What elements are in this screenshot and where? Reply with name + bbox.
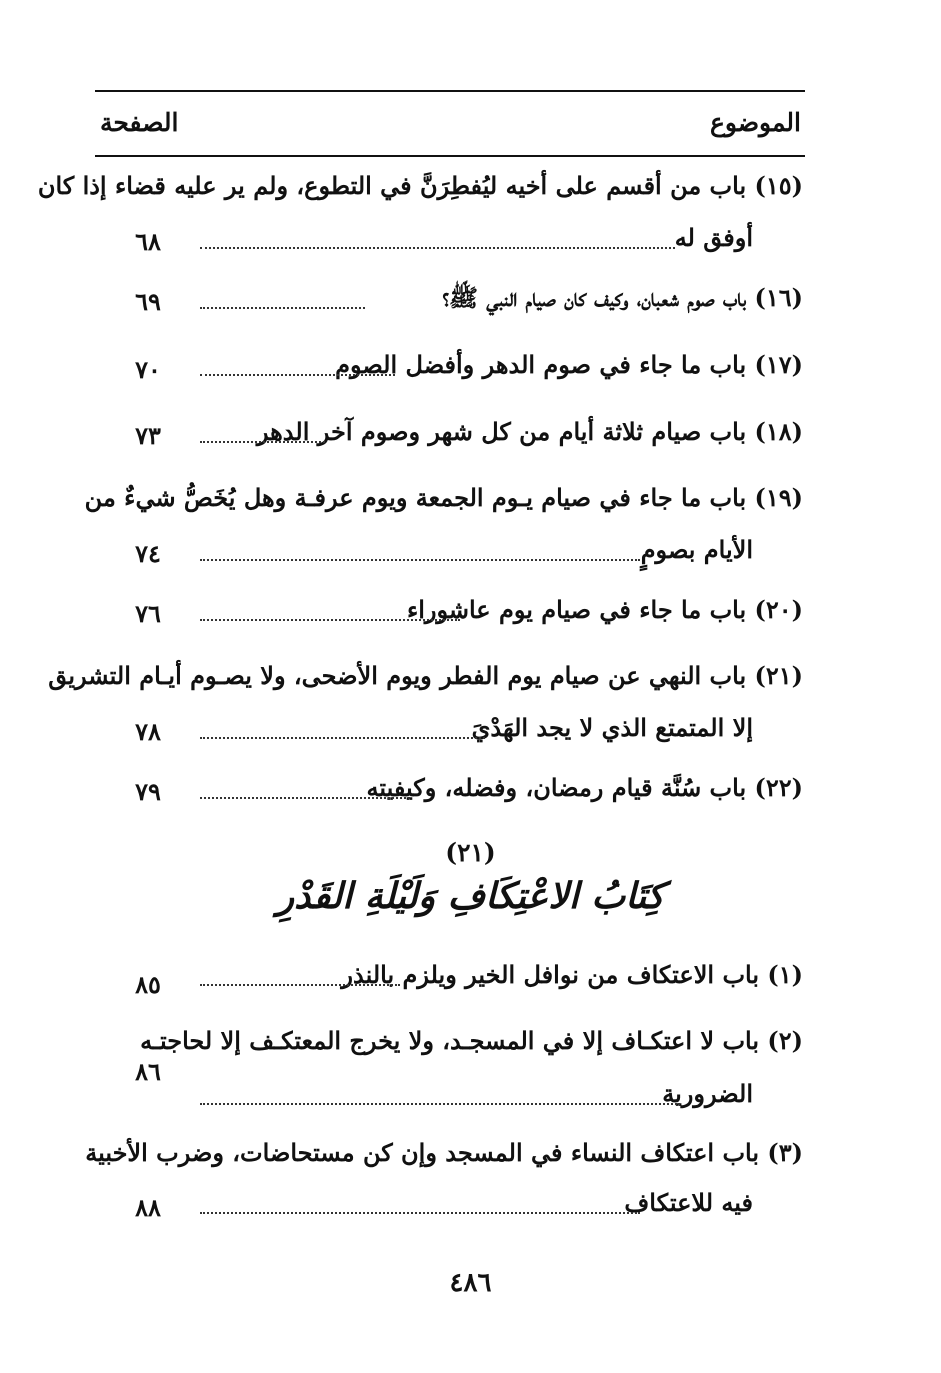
toc-entry-title: (٢٢) باب سُنَّة قيام رمضان، وفضله، وكيفيته	[366, 773, 803, 802]
leader-dots	[200, 374, 395, 376]
toc-entry-line	[140, 1021, 803, 1061]
leader-dots	[200, 737, 485, 739]
toc-page-number: ٨٨	[135, 1193, 161, 1222]
toc-entry-title: (٢٠) باب ما جاء في صيام يوم عاشوراء	[406, 595, 803, 624]
toc-entry-line	[85, 1133, 803, 1173]
footer-page-number: ٤٨٦	[449, 1268, 492, 1298]
leader-dots	[200, 247, 675, 249]
toc-entry-line	[200, 218, 803, 258]
header-page: الصفحة	[100, 108, 179, 137]
toc-entry-line	[84, 478, 803, 518]
header-topic: الموضوع	[710, 108, 801, 137]
toc-entry-title: (١) باب الاعتكاف من نوافل الخير ويلزم بالنذر	[341, 960, 803, 989]
toc-entry-line	[200, 708, 803, 748]
leader-dots	[200, 797, 410, 799]
toc-entry-line	[37, 166, 803, 206]
top-rule	[95, 90, 805, 92]
toc-entry-line	[48, 656, 803, 696]
leader-dots	[200, 1212, 640, 1214]
toc-page-number: ٦٩	[135, 287, 161, 316]
toc-entry-title: (٢١) باب النهي عن صيام يوم الفطر ويوم الأضحى، ولا يصـوم أيـام التشريق	[48, 661, 803, 690]
toc-entry-line	[200, 1183, 803, 1223]
toc-page-number: ٨٦	[135, 1057, 161, 1086]
toc-page-number: ٨٥	[135, 970, 161, 999]
toc-entry-title: (١٩) باب ما جاء في صيام يـوم الجمعة ويوم عرفـة وهل يُخَصُّ شيءٌ من	[84, 483, 803, 512]
toc-entry-title-cont: أوفق له	[674, 223, 753, 252]
toc-entry-line	[200, 768, 803, 808]
toc-page-number: ٧٣	[135, 421, 161, 450]
leader-dots	[200, 307, 365, 309]
toc-entry-title-cont: الضرورية	[662, 1079, 753, 1108]
toc-entry-title: (١٥) باب من أقسم على أخيه ليُفطِرَنَّ في التطوع، ولم ير عليه قضاء إذا كان	[37, 171, 803, 200]
toc-page-number: ٧٤	[135, 539, 161, 568]
toc-page-number: ٧٦	[135, 599, 161, 628]
toc-entry-line	[200, 1074, 803, 1114]
toc-entry-line	[200, 412, 803, 452]
toc-entry-line	[200, 530, 803, 570]
toc-entry-title-cont: إلا المتمتع الذي لا يجد الهَدْيَ	[471, 713, 753, 742]
toc-entry-title: (١٧) باب ما جاء في صوم الدهر وأفضل الصوم	[335, 350, 803, 379]
toc-page-number: ٦٨	[135, 227, 161, 256]
toc-entry-line	[200, 590, 803, 630]
leader-dots	[200, 559, 640, 561]
toc-page-number: ٧٠	[135, 355, 161, 384]
section-title: كِتَابُ الاعْتِكَافِ وَلَيْلَةِ القَدْرِ	[276, 875, 665, 917]
toc-entry-line	[200, 278, 803, 318]
toc-entry-title-cont: الأيام بصومٍ	[640, 535, 753, 564]
leader-dots	[200, 441, 325, 443]
toc-entry-title: (١٦) باب صوم شعبان، وكيف كان صيام النبي ﷺ؟	[442, 283, 803, 312]
section-number: (٢١)	[445, 838, 496, 867]
toc-entry-title: (٣) باب اعتكاف النساء في المسجد وإن كن مستحاضات، وضرب الأخبية	[85, 1138, 803, 1167]
header-rule	[95, 155, 805, 157]
leader-dots	[200, 1103, 680, 1105]
toc-entry-title-cont: فيه للاعتكاف	[624, 1188, 753, 1217]
toc-entry-title: (١٨) باب صيام ثلاثة أيام من كل شهر وصوم آخر الدهر	[256, 417, 803, 446]
toc-page-number: ٧٩	[135, 777, 161, 806]
toc-entry-line	[200, 345, 803, 385]
toc-entry-line	[200, 955, 803, 995]
toc-entry-title: (٢) باب لا اعتكـاف إلا في المسجـد، ولا يخرج المعتكـف إلا لحاجتـه	[140, 1026, 803, 1055]
toc-page-number: ٧٨	[135, 717, 161, 746]
leader-dots	[200, 619, 460, 621]
leader-dots	[200, 984, 400, 986]
